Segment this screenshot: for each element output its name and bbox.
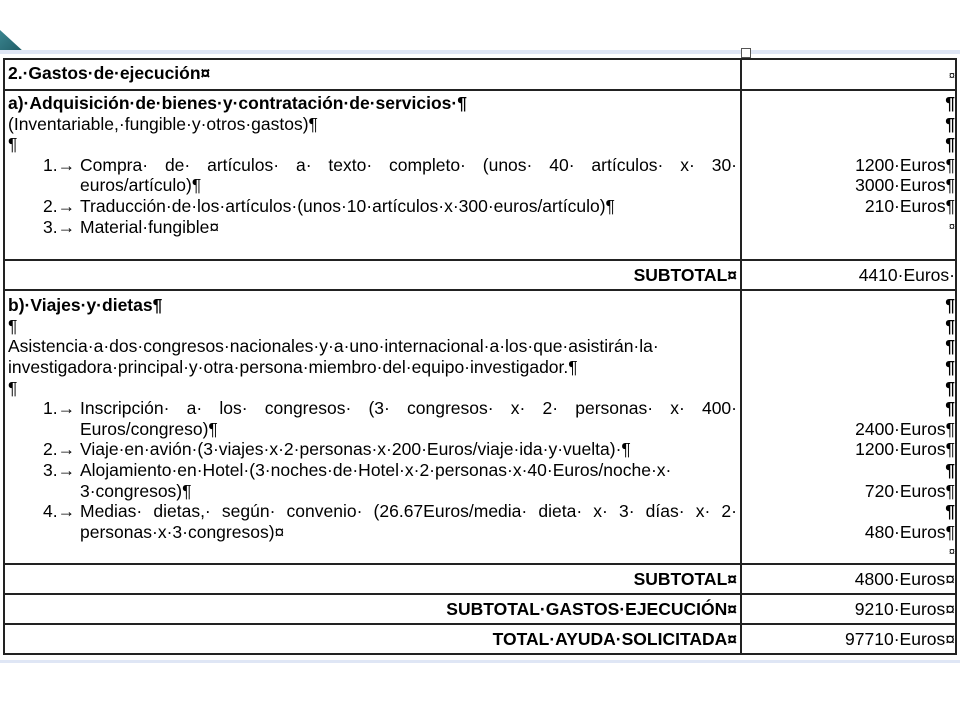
section-title-row <box>4 59 956 90</box>
block-b-blank: ¶ <box>8 315 18 336</box>
list-number: 1.→ <box>43 398 76 419</box>
amount-value: 1200·Euros¶ <box>855 154 955 175</box>
total-ayuda-label: TOTAL·AYUDA·SOLICITADA¤ <box>4 624 741 654</box>
list-number: 1.→ <box>43 154 76 175</box>
para-mark: ¶ <box>945 377 955 398</box>
list-item-text-cont: Euros/congreso)¶ <box>80 418 218 439</box>
list-number: 3.→ <box>43 459 76 480</box>
amount-value: 1200·Euros¶ <box>855 439 955 460</box>
list-item <box>8 501 737 522</box>
list-item-text: Traducción·de·los·artículos·(unos·10·artículos·x·300·euros/artículo)¶ <box>80 195 615 216</box>
list-item-text-cont: 3·congresos)¶ <box>80 480 192 501</box>
subtotal-a-label: SUBTOTAL¤ <box>4 260 741 290</box>
amount-value: 2400·Euros¶ <box>855 418 955 439</box>
subtotal-gastos-row <box>4 594 956 624</box>
para-mark: ¶ <box>945 295 955 316</box>
list-item-text: Viaje·en·avión·(3·viajes·x·2·personas·x·200·Euros/viaje·ida·y·vuelta)·¶ <box>80 439 631 460</box>
para-mark: ¶ <box>945 315 955 336</box>
list-item <box>8 398 737 419</box>
amount-value: 3000·Euros¶ <box>855 175 955 196</box>
page-bottom-edge <box>0 660 960 663</box>
subtotal-b-value: 4800·Euros¤ <box>741 564 956 594</box>
list-item <box>8 155 737 176</box>
block-b-blank: ¶ <box>8 377 18 398</box>
block-a-subheading: (Inventariable,·fungible·y·otros·gastos)¶ <box>8 113 318 134</box>
amount-value: 210·Euros¶ <box>864 195 955 216</box>
para-mark: ¶ <box>945 93 955 113</box>
cell-end-mark: ¤ <box>948 220 955 233</box>
column-marker-icon[interactable] <box>741 48 751 58</box>
subtotal-a-row <box>4 260 956 290</box>
subtotal-gastos-label: SUBTOTAL·GASTOS·EJECUCIÓN¤ <box>4 594 741 624</box>
block-a-blank: ¶ <box>8 134 18 155</box>
list-number: 4.→ <box>43 501 76 522</box>
para-mark: ¶ <box>945 459 955 480</box>
block-a-heading: a)·Adquisición·de·bienes·y·contratación·de·servicios·¶ <box>8 93 467 113</box>
para-mark: ¶ <box>945 134 955 155</box>
para-mark: ¶ <box>945 336 955 357</box>
list-item <box>8 217 737 238</box>
ruler-bar <box>0 50 960 54</box>
cell-end-mark: ¤ <box>948 70 955 82</box>
para-mark: ¶ <box>945 356 955 377</box>
total-ayuda-value: 97710·Euros¤ <box>741 624 956 654</box>
amount-value: 480·Euros¶ <box>864 521 955 542</box>
budget-table <box>3 58 957 655</box>
list-number: 2.→ <box>43 439 76 460</box>
para-mark: ¶ <box>945 398 955 419</box>
list-item-text: Alojamiento·en·Hotel·(3·noches·de·Hotel·x·2·personas·x·40·Euros/noche·x· <box>80 459 672 480</box>
total-ayuda-row <box>4 624 956 654</box>
amount-value: 720·Euros¶ <box>864 480 955 501</box>
list-item-text: Material·fungible¤ <box>80 216 220 237</box>
list-item-text-cont: personas·x·3·congresos)¤ <box>80 521 285 542</box>
list-number: 3.→ <box>43 216 76 237</box>
para-mark: ¶ <box>945 501 955 522</box>
subtotal-b-row <box>4 564 956 594</box>
section-title: 2.·Gastos·de·ejecución¤ <box>8 63 211 83</box>
list-item <box>8 460 737 481</box>
budget-table-document <box>3 58 955 655</box>
block-b-row <box>4 290 956 564</box>
subtotal-gastos-value: 9210·Euros¤ <box>741 594 956 624</box>
block-a-row <box>4 90 956 260</box>
para-mark: ¶ <box>945 113 955 134</box>
cell-end-mark: ¤ <box>948 546 955 559</box>
block-b-description: investigadora·principal·y·otra·persona·miembro·del·equipo·investigador.¶ <box>8 356 578 377</box>
list-item <box>8 439 737 460</box>
list-number: 2.→ <box>43 195 76 216</box>
subtotal-b-label: SUBTOTAL¤ <box>4 564 741 594</box>
subtotal-a-value: 4410·Euros· <box>741 260 956 290</box>
slide-corner-decoration <box>0 30 24 52</box>
list-item-text: Medias· dietas,· según· convenio· (26.67Euros/media· dieta· x· 3· días· x· 2· <box>80 501 737 522</box>
list-item-text: Compra· de· artículos· a· texto· completo· (unos· 40· artículos· x· 30· <box>80 154 737 175</box>
list-item-text-cont: euros/artículo)¶ <box>80 175 202 196</box>
list-item <box>8 196 737 217</box>
list-item-text: Inscripción· a· los· congresos· (3· congresos· x· 2· personas· x· 400· <box>80 398 737 419</box>
block-b-description: Asistencia·a·dos·congresos·nacionales·y·a·uno·internacional·a·los·que·asistirán·la· <box>8 336 659 357</box>
block-b-heading: b)·Viajes·y·dietas¶ <box>8 295 163 316</box>
